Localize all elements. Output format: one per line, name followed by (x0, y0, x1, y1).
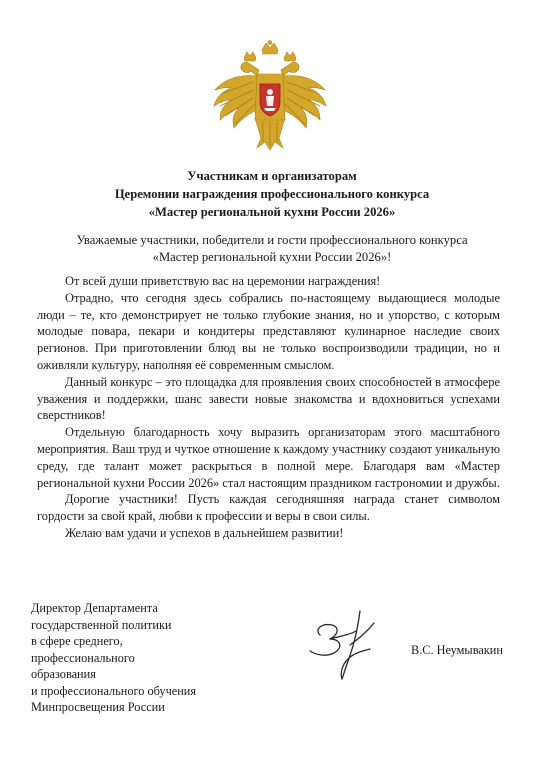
paragraph: Желаю вам удачи и успехов в дальнейшем развитии! (65, 525, 344, 540)
double-headed-eagle-emblem-icon (211, 40, 329, 152)
paragraph: Отдельную благодарность хочу выразить организаторам этого масштабного мероприятия. Ваш труд и чуткое отношение к каждому участнику создают уникальную среду, где талант может раскрыться в полной мере. Благодаря вам «Мастер региональной кухни России 2026» стал настоящим праздником гастрономии и дружбы. (37, 425, 500, 490)
signer-position-line: Минпросвещения России (31, 700, 165, 714)
signer-position (31, 600, 261, 716)
signer-position-line: государственной политики (31, 617, 172, 632)
letter-title (60, 167, 484, 221)
letter-body (37, 273, 500, 542)
signer-position-line: и профессионального обучения (31, 683, 197, 698)
signer-position-line: образования (31, 667, 96, 681)
title-line: Участникам и организаторам (187, 169, 357, 183)
title-line: «Мастер региональной кухни России 2026» (148, 205, 396, 219)
signer-position-line: Директор Департамента (31, 601, 158, 615)
signer-position-line: в сфере среднего, (31, 634, 123, 648)
greeting (40, 232, 504, 266)
paragraph: Дорогие участники! Пусть каждая сегодняшняя награда станет символом гордости за свой край, любви к профессии и веры в свои силы. (37, 492, 500, 524)
handwritten-signature-icon (300, 605, 390, 685)
paragraph: От всей души приветствую вас на церемонии награждения! (65, 274, 381, 288)
paragraph: Отрадно, что сегодня здесь собрались по-настоящему выдающиеся молодые люди – те, кто демонстрирует не только глубокие знания, но и упорство, с которым молодые повара, пекари и кондитеры представляют кулинарное наследие своих регионов. При приготовлении блюд вы не только воспроизводили традиции, но и оживляли культуру, наполняя её современным смыслом. (37, 290, 500, 372)
title-line: Церемонии награждения профессионального конкурса (114, 187, 430, 201)
greeting-line: «Мастер региональной кухни России 2026»! (152, 250, 392, 264)
signer-name: В.С. Неумывакин (411, 643, 503, 657)
signer-position-line: профессионального (31, 650, 135, 665)
greeting-line: Уважаемые участники, победители и гости профессионального конкурса (76, 233, 468, 247)
paragraph: Данный конкурс – это площадка для проявления своих способностей в атмосфере уважения и поддержки, шанс завести новые знакомства и вдохновиться успехами сверстников! (37, 374, 500, 423)
